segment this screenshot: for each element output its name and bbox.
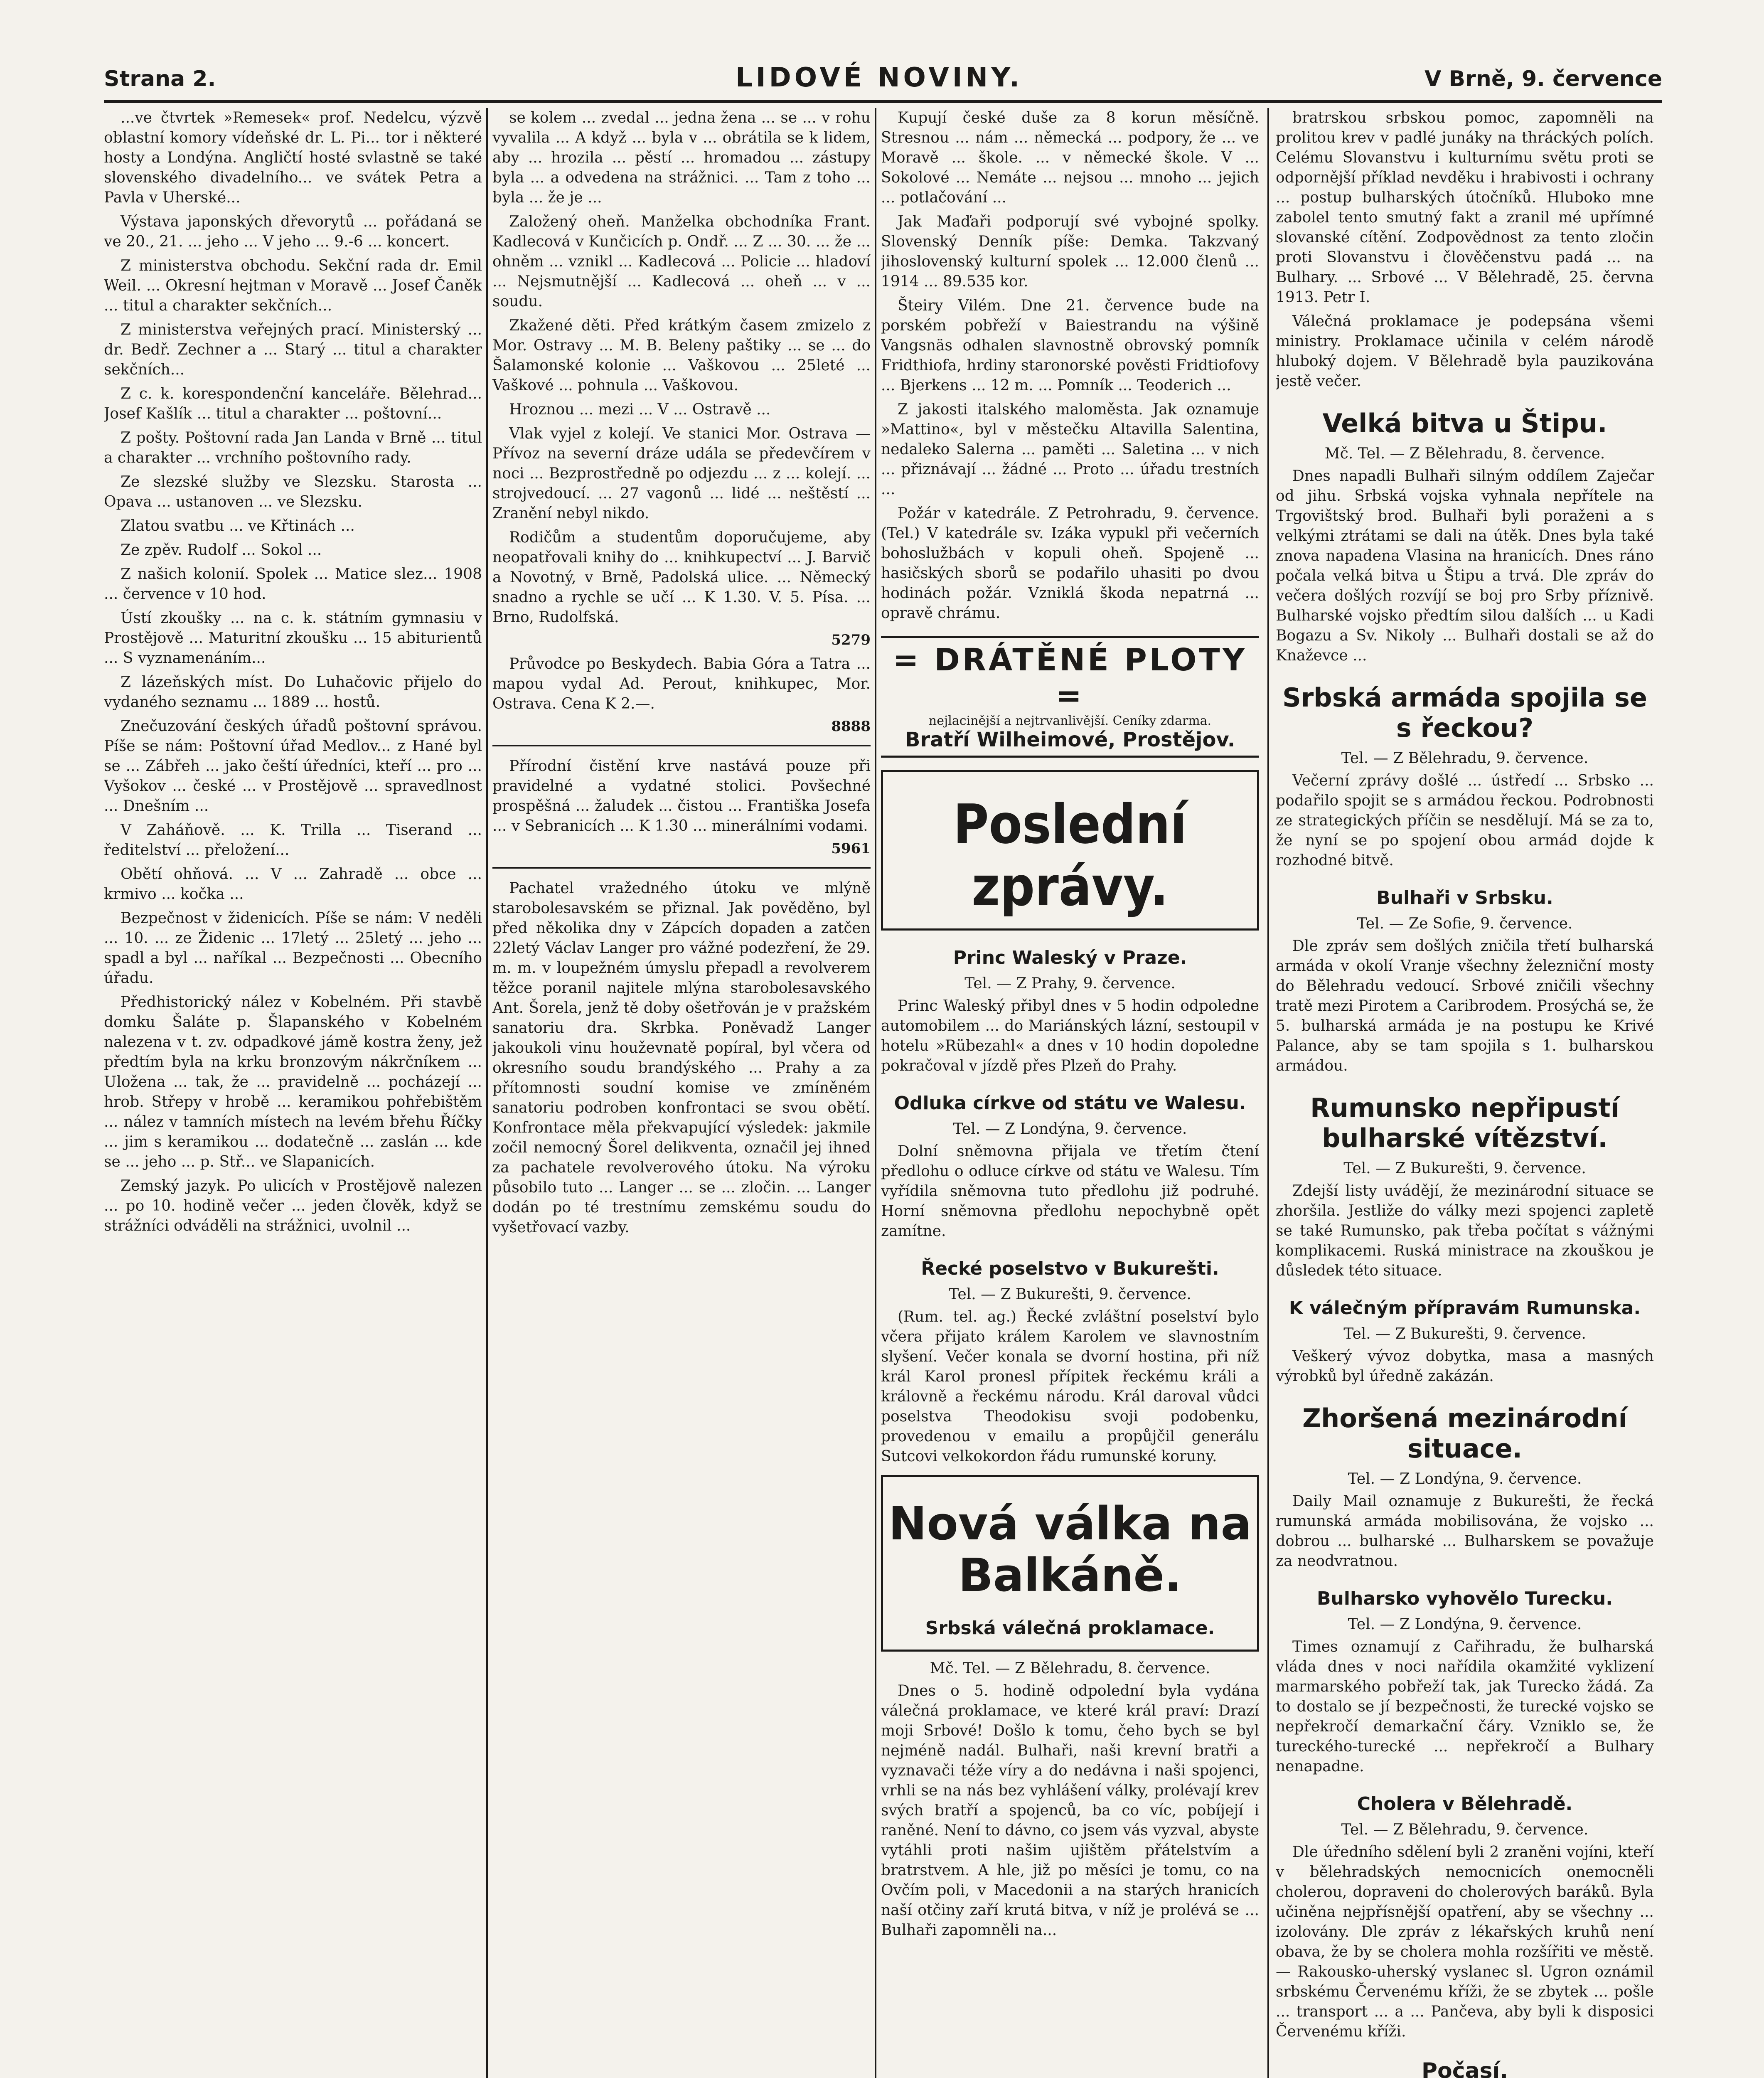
news-dateline: Tel. — Z Bukurešti, 9. července.: [1343, 1325, 1586, 1342]
news-dateline: Tel. — Ze Sofie, 9. července.: [1357, 915, 1573, 932]
news-dateline: Mč. Tel. — Z Bělehradu, 8. července.: [930, 1660, 1210, 1677]
news-headline: K válečným přípravám Rumunska.: [1289, 1298, 1641, 1319]
news-headline: Bulhaři v Srbsku.: [1376, 887, 1553, 909]
article-paragraph: Z pošty. Poštovní rada Jan Landa v Brně ... titul a charakter ... vrchního poštovního rady.: [104, 429, 482, 466]
article-paragraph: Ze slezské služby ve Slezsku. Starosta ... Opava ... ustanoven ... ve Slezsku.: [104, 473, 482, 510]
article-paragraph: se kolem ... zvedal ... jedna žena ... se ... v rohu vyvalila ... A když ... byla v ... obrátila se k lidem, aby ... hrozila ... pěstí ... hromadou ... zástupy byla ... a odvedena na strážnici. ... Tam z toho ... byla ... že je ...: [492, 109, 871, 206]
fence-advertisement: [881, 636, 1259, 758]
news-dateline: Tel. — Z Londýna, 9. července.: [953, 1120, 1187, 1137]
article-paragraph: Ústí zkoušky ... na c. k. státním gymnasiu v Prostějově ... Maturitní zkoušku ... 15 abiturientů ... S vyznamenáním...: [104, 610, 482, 667]
ad-number: 8888: [831, 718, 871, 735]
article-paragraph: Znečuzování českých úřadů poštovní správou. Píše se nám: Poštovní úřad Medlov... z Hané byl se ... Zábřeh ... jako čeští úředníci, kteří ... pro ... Vyšokov ... české ... v Prostějově ... spravedlnost ... Dnešním ...: [104, 718, 482, 815]
news-text: (Rum. tel. ag.) Řecké zvláštní poselství bylo včera přijato králem Karolem ve slavnostním slyšení. Večer konala se dvorní hostina, při níž král Karol pronesl přípitek řeckému králi a královně a řeckému národu. Král daroval vůdci poselstva Theodokisu svoji podobenku, provedenou v emailu a propůjčil generálu Sutcovi velkokordon řádu rumunské koruny.: [881, 1308, 1259, 1465]
news-headline: Řecké poselstvo v Bukurešti.: [921, 1258, 1219, 1279]
news-dateline: Tel. — Z Bukurešti, 9. července.: [1343, 1160, 1586, 1177]
news-text: Zdejší listy uvádějí, že mezinárodní situace se zhoršila. Jestliže do války mezi spojenci zapletě se také Rumunsko, pak třeba počítat s vážnými komplikacemi. Ruská ministrace na zkouškou je důsledek této situace.: [1276, 1182, 1654, 1279]
news-headline: Srbská armáda spojila se s řeckou?: [1282, 682, 1647, 743]
article-paragraph: Jak Maďaři podporují své vybojné spolky. Slovenský Denník píše: Demka. Takzvaný jihoslovenský kulturní spolek ... 12.000 členů ... 1914 ... 89.535 kor.: [881, 213, 1259, 290]
article-paragraph: Zemský jazyk. Po ulicích v Prostějově nalezen ... po 10. hodině večer ... jeden člověk, když se strážníci odváděli na strážnici, uvolnil ...: [104, 1177, 482, 1234]
news-text: Dle úředního sdělení byli 2 zraněni vojíni, kteří v bělehradských nemocnicích onemocněli cholerou, dopraveni do cholerových baráků. Byla učiněna nejpřísnější opatření, aby se všechny ... izolovány. Dle zpráv z lékařských kruhů není obava, že by se cholera mohla rozšířiti ve městě. — Rakousko-uherský vyslanec sl. Ugron oznámil srbskému Červenému kříži, že se zbytek ... pošle ... transport ... a ... Pančeva, aby byli k disposici Červenému kříži.: [1276, 1844, 1654, 2040]
section-title: Poslední zprávy.: [953, 793, 1187, 918]
news-text: Times oznamují z Cařihradu, že bulharská vláda dnes v noci nařídila okamžité vyklizení marmarského pobřeží tak, jak Turecko žádá. Za to dostalo se jí bezpečnosti, že turecké vojsko se nepřekročí demarkační čáry. Vzniklo se, že tureckého-turecké ... nepřekročí a Bulhary nenapadne.: [1276, 1638, 1654, 1775]
article-paragraph: Předhistorický nález v Kobelném. Při stavbě domku Šaláte p. Šlapanského v Kobelném nalezena v t. zv. odpadkové jámě kostra ženy, jež předtím byla na krku bronzovým nákrčníkem ... Uložena ... tak, že ... pravidelně ... pocházejí ... hrob. Střepy v hrobě ... keramikou pohřebištěm ... nález v tamních místech na levém břehu Říčky ... jim s keramikou ... dodatečně ... zaslán ... kde se ... jeho ... p. Stř... ve Slapanicích.: [104, 994, 482, 1170]
article-paragraph: Z jakosti italského maloměsta. Jak oznamuje »Mattino«, byl v městečku Altavilla Salentina, nedaleko Salerna ... paměti ... Saletina ... v nich ... přiznávají ... žádné ... Proto ... úřadu trestních ...: [881, 401, 1259, 498]
news-text: Dnes napadli Bulhaři silným oddílem Zaječar od jihu. Srbská vojska vyhnala nepřítele na Trgovištský brod. Bulhaři byli poraženi a s velkými ztrátami se dali na útěk. Dnes byla také znova napadena Vlasina na hranicích. Dnes ráno počala velká bitva u Štipu a trvá. Dle zpráv do večera došlých rozvíjí se boj pro Srby příznivě. Bulharské vojsko předtím silou dalších ... u Kadi Bogazu a Sv. Nikoly ... Bulhaři dostali se až do Knaževce ...: [1276, 468, 1654, 664]
article-paragraph: Výstava japonských dřevorytů ... pořádaná se ve 20., 21. ... jeho ... V jeho ... 9.-6 ... koncert.: [104, 213, 482, 250]
ad-number: 5279: [831, 632, 871, 648]
news-text: Dolní sněmovna přijala ve třetím čtení předlohu o odluce církve od státu ve Walesu. Tím vyřídila sněmovna tuto předlohu již podruhé. Horní sněmovna předlohu nepochybně opět zamítne.: [881, 1143, 1259, 1240]
ad-subtitle: nejlacinější a nejtrvanlivější. Ceníky zdarma.: [928, 714, 1212, 728]
column-rule: [875, 108, 876, 2078]
news-text: Dle zpráv sem došlých zničila třetí bulharská armáda v okolí Vranje všechny železniční mosty do Bělehradu vedoucí. Srbové zničili všechny tratě mezi Pirotem a Caribrodem. Prosýchá se, že 5. bulharská armáda je na postupu ke Krivé Palance, aby se tam spojila s 1. bulharskou armádou.: [1276, 938, 1654, 1074]
ad-paragraph: Rodičům a studentům doporučujeme, aby neopatřovali knihy do ... knihkupectví ... J. Barvič a Novotný, v Brně, Padolská ulice. ... Německý snadno a rychle se učí ... K 1.30. V. 5. Písa. ... Brno, Rudolfská.: [492, 529, 871, 626]
article-paragraph: Vlak vyjel z kolejí. Ve stanici Mor. Ostrava — Přívoz na severní dráze udála se předevčírem v noci ... Bezprostředně po odjezdu ... z ... kolejí. ... strojvedoucí. ... 27 vagonů ... lidé ... neštěstí ... Zranění nebyl nikdo.: [492, 425, 871, 522]
ad-paragraph: Průvodce po Beskydech. Babia Góra a Tatra ... mapou vydal Ad. Perout, knihkupec, Mor. Ostrava. Cena K 2.—.: [492, 655, 871, 712]
news-dateline: Tel. — Z Bukurešti, 9. července.: [949, 1286, 1191, 1303]
news-text: Veškerý vývoz dobytka, masa a masných výrobků byl úředně zakázán.: [1276, 1348, 1654, 1385]
article-paragraph: Z c. k. korespondenční kanceláře. Bělehrad... Josef Kašlík ... titul a charakter ... poštovní...: [104, 385, 482, 422]
article-paragraph: Z lázeňských míst. Do Luhačovic přijelo do vydaného seznamu ... 1889 ... hostů.: [104, 674, 482, 711]
news-headline: Rumunsko nepřipustí bulharské vítězství.: [1310, 1093, 1620, 1153]
article-paragraph: Hroznou ... mezi ... V ... Ostravě ...: [509, 401, 771, 418]
article-paragraph: Obětí ohňová. ... V ... Zahradě ... obce ... krmivo ... kočka ...: [104, 866, 482, 903]
issue-date: V Brně, 9. července: [1424, 66, 1662, 91]
divider: [492, 867, 871, 869]
war-headline: Nová válka na Balkáně.: [888, 1497, 1252, 1602]
ad-number: 5961: [831, 840, 871, 857]
article-paragraph: ...ve čtvrtek »Remesek« prof. Nedelcu, výzvě oblastní komory vídeňské dr. L. Pi... tor i některé hosty a Londýna. Angličtí hosté svlastně se také slovenského divadelního... ve svátek Petra a Pavla v Uherské...: [104, 109, 482, 206]
news-dateline: Mč. Tel. — Z Bělehradu, 8. července.: [1324, 445, 1605, 462]
article-paragraph: Válečná proklamace je podepsána všemi ministry. Proklamace učinila v celém národě hluboký dojem. V Bělehradě byla pauzikována jestě večer.: [1276, 313, 1654, 390]
ad-title: = DRÁTĚNÉ PLOTY =: [893, 642, 1247, 714]
article-paragraph: Požár v katedrále. Z Petrohradu, 9. července. (Tel.) V katedrále sv. Izáka vypukl při večerních bohoslužbách v kopuli oheň. Spojeně ... hasičských sborů se podařilo uhasiti po dvou hodinách požár. Vzniklá škoda nepatrná ... opravě chrámu.: [881, 505, 1259, 622]
ad-firm: Bratří Wilheimové, Prostějov.: [905, 728, 1235, 751]
news-headline: Bulharsko vyhovělo Turecku.: [1317, 1588, 1613, 1609]
column-3: [881, 108, 1259, 2078]
article-paragraph: Kupují české duše za 8 korun měsíčně. Stresnou ... nám ... německá ... podpory, že ... ve Moravě ... škole. ... v německé škole. V ... Sokolové ... Nemáte ... nejsou ... mnoho ... jejich ... potlačování ...: [881, 109, 1259, 206]
news-headline: Velká bitva u Štipu.: [1322, 408, 1607, 438]
divider: [492, 745, 871, 746]
article-paragraph: Zlatou svatbu ... ve Křtinách ...: [121, 517, 355, 534]
news-text: Princ Waleský přibyl dnes v 5 hodin odpoledne automobilem ... do Mariánských lázní, sestoupil v hotelu »Rübezahl« a dnes v 10 hodin dopoledne pokračoval v jízdě přes Plzeň do Prahy.: [881, 997, 1259, 1074]
article-paragraph: Pachatel vražedného útoku ve mlýně starobolesavském se přiznal. Jak pověděno, byl před několika dny v Zápcích dopaden a zatčen 22letý Václav Langer pro vážné podezření, že 29. m. m. v loupežném úmyslu přepadl a revolverem těžce poranil najitele mlýna starobolesavského Ant. Šorela, jenž tě doby ošetřován je v pražském sanatoriu dra. Skrbka. Poněvadž Langer jakoukoli vinu houževnatě popíral, byl včera od okresního soudu brandýského ... Prahy a za přítomnosti soudní komise ve zmíněném sanatoriu podroben konfrontaci se svou obětí. Konfrontace měla překvapující výsledek: jakmile zočil nemocný Šorel delikventa, označil jej ihned za pachatele revolverového útoku. Na výroku působilo tuto ... Langer ... se ... zločin. ... Langer dodán po té trestnímu zemskému soudu do vyšetřovací vazby.: [492, 880, 871, 1236]
news-headline: Zhoršená mezinárodní situace.: [1302, 1403, 1627, 1464]
war-news-box: [881, 1475, 1259, 1652]
column-1: [104, 108, 482, 2078]
column-2: [492, 108, 871, 2078]
article-paragraph: Bezpečnost v židenicích. Píše se nám: V neděli ... 10. ... ze Židenic ... 17letý ... 25letý ... jeho ... spadl a byl ... naříkal ... Bezpečnosti ... Obecního úřadu.: [104, 910, 482, 987]
article-paragraph: Ze zpěv. Rudolf ... Sokol ...: [121, 542, 322, 559]
news-dateline: Tel. — Z Londýna, 9. července.: [1348, 1616, 1582, 1633]
masthead: LIDOVÉ NOVINY.: [736, 62, 1023, 93]
war-subheadline: Srbská válečná proklamace.: [925, 1618, 1215, 1639]
news-headline: Cholera v Bělehradě.: [1357, 1793, 1573, 1815]
news-dateline: Tel. — Z Bělehradu, 9. července.: [1341, 1821, 1589, 1838]
weather-title: Počasí.: [1421, 2058, 1508, 2078]
article-paragraph: Z ministerstva obchodu. Sekční rada dr. Emil Weil. ... Okresní hejtman v Moravě ... Josef Čaněk ... titul a charakter sekčních...: [104, 257, 482, 314]
latest-news-box: [881, 770, 1259, 931]
news-headline: Princ Waleský v Praze.: [953, 947, 1187, 968]
article-paragraph: V Zaháňově. ... K. Trilla ... Tiserand ... ředitelství ... přeložení...: [104, 822, 482, 859]
article-paragraph: bratrskou srbskou pomoc, zapomněli na prolitou krev v padlé junáky na thráckých polích. Celému Slovanstvu i kulturnímu světu proti se odpornější příklad nevděku i hrabivosti i ochrany ... postup bulharských útočníků. Hluboko mne zabolel tento smutný fakt a zranil mé upřímné slovanské cítění. Zodpovědnost za tento zločin proti Slovanstvu i člověčenstvu padá ... na Bulhary. ... Srbové ... V Bělehradě, 25. června 1913. Petr I.: [1276, 109, 1654, 306]
article-paragraph: Z našich kolonií. Spolek ... Matice slez... 1908 ... července v 10 hod.: [104, 566, 482, 603]
news-text: Dnes o 5. hodině odpolední byla vydána válečná proklamace, ve které král praví: Drazí moji Srbové! Došlo k tomu, čeho bych se byl nejméně nadál. Bulhaři, naši krevní bratři a vyznavači téže víry a do nedávna i naši spojenci, vrhli se na nás bez vyhlášení války, prolévají krev svých bratří a spojenců, ba co víc, pobíjejí i raněné. Není to dávno, co jsem vás vyzval, abyste vytáhli proti našim ujištěm přátelstvím a bratrstvem. A hle, již po měsíci je tomu, co na Ovčím poli, v Macedonii a na starých hranicích naší otčiny zaří krutá bitva, v níž je prolévá se ... Bulhaři zapomněli na...: [881, 1682, 1259, 1939]
article-paragraph: Zkažené děti. Před krátkým časem zmizelo z Mor. Ostravy ... M. B. Beleny paštiky ... se ... do Šalamonské kolonie ... Vaškovou ... 25leté ... Vaškové ... pohnula ... Vaškovou.: [492, 317, 871, 394]
news-text: Daily Mail oznamuje z Bukurešti, že řecká rumunská armáda mobilisována, že vojsko ... dobrou ... bulharské ... Bulharskem se považuje za neodvratnou.: [1276, 1493, 1654, 1570]
article-paragraph: Z ministerstva veřejných prací. Ministerský ... dr. Bedř. Zechner a ... Starý ... titul a charakter sekčních...: [104, 321, 482, 378]
ad-paragraph: Přírodní čistění krve nastává pouze při pravidelné a vydatné stolici. Povšechné prospěšná ... žaludek ... čistou ... Františka Josefa ... v Sebranicích ... K 1.30 ... minerálními vodami.: [492, 758, 871, 835]
column-rule: [1267, 108, 1269, 2078]
news-headline: Odluka církve od státu ve Walesu.: [894, 1093, 1246, 1114]
news-text: Večerní zprávy došlé ... ústředí ... Srbsko ... podařilo spojit se s armádou řeckou. Podrobnosti ze strategických příčin se nesdělují. Má se za to, že nyní se po spojení obou armád dojde k rozhodné bitvě.: [1276, 772, 1654, 869]
article-paragraph: Šteiry Vilém. Dne 21. července bude na porském pobřeží v Baiestrandu na výšině Vangsnäs odhalen slavnostně obrovský pomník Fridthiofa, hrdiny staronorské pověsti Fridtiofovy ... Bjerkens ... 12 m. ... Pomník ... Teoderich ...: [881, 297, 1259, 394]
news-dateline: Tel. — Z Londýna, 9. července.: [1348, 1470, 1582, 1487]
article-paragraph: Založený oheň. Manželka obchodníka Frant. Kadlecová v Kunčicích p. Ondř. ... Z ... 30. ... že ... ohněm ... vznikl ... Kadlecová ... Policie ... hladoví ... Nejsmutnější ... Kadlecová ... oheň ... v ... soudu.: [492, 213, 871, 310]
news-dateline: Tel. — Z Bělehradu, 9. července.: [1341, 750, 1589, 767]
column-4: [1276, 108, 1654, 2078]
page-header: [104, 62, 1662, 103]
page-number: Strana 2.: [104, 66, 216, 91]
column-rule: [486, 108, 488, 2078]
news-dateline: Tel. — Z Prahy, 9. července.: [964, 975, 1176, 992]
